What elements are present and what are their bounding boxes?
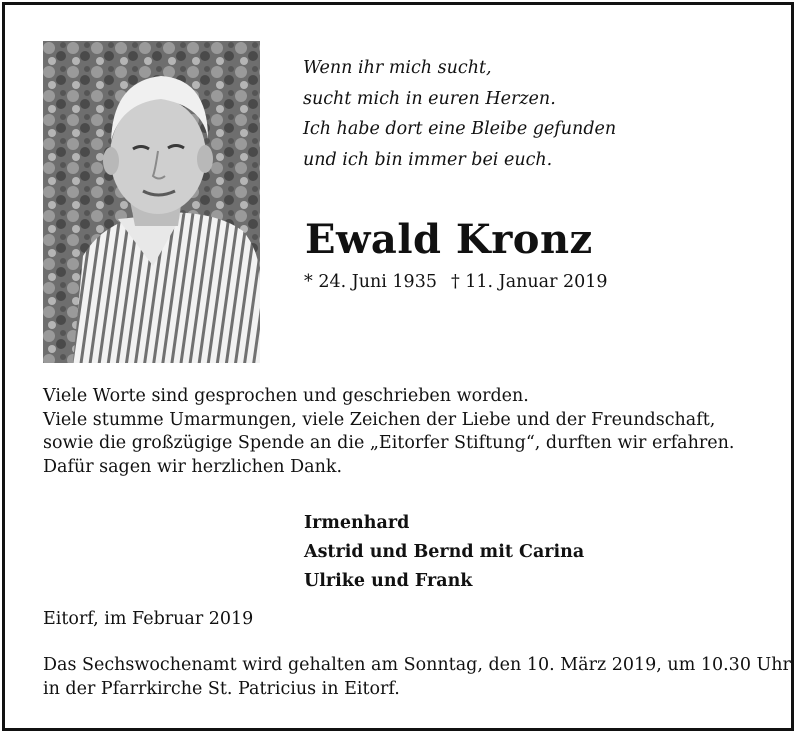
notice-line: in der Pfarrkirche St. Patricius in Eitorf. xyxy=(43,678,400,699)
deceased-name: Ewald Kronz xyxy=(305,216,593,263)
poem-line: Wenn ihr mich sucht, xyxy=(303,58,492,78)
life-dates xyxy=(304,272,622,292)
place-date: Eitorf, im Februar 2019 xyxy=(43,609,254,629)
thanks-line: Viele stumme Umarmungen, viele Zeichen der Liebe und der Freundschaft, xyxy=(43,409,716,430)
portrait-photo xyxy=(43,41,260,363)
thanks-text xyxy=(43,385,763,479)
thanks-line: Dafür sagen wir herzlichen Dank. xyxy=(43,456,343,477)
signer-name: Astrid und Bernd mit Carina xyxy=(304,542,585,562)
notice-line: Das Sechswochenamt wird gehalten am Sonntag, den 10. März 2019, um 10.30 Uhr xyxy=(43,655,791,675)
poem-line: Ich habe dort eine Bleibe gefunden xyxy=(303,119,617,139)
birth-date: * 24. Juni 1935 xyxy=(304,272,437,292)
portrait-image xyxy=(43,41,260,363)
death-date: † 11. Januar 2019 xyxy=(450,272,608,292)
thanks-line: sowie die großzügige Spende an die „Eitorfer Stiftung“, durften wir erfahren. xyxy=(43,433,735,453)
signer-name: Ulrike und Frank xyxy=(304,571,473,591)
signer-name: Irmenhard xyxy=(304,513,410,533)
mass-notice xyxy=(43,654,791,701)
family-signatures xyxy=(304,509,584,596)
poem-line: sucht mich in euren Herzen. xyxy=(303,88,556,109)
memorial-poem xyxy=(303,53,616,175)
thanks-line: Viele Worte sind gesprochen und geschrieben worden. xyxy=(43,386,529,406)
poem-line: und ich bin immer bei euch. xyxy=(303,149,553,170)
